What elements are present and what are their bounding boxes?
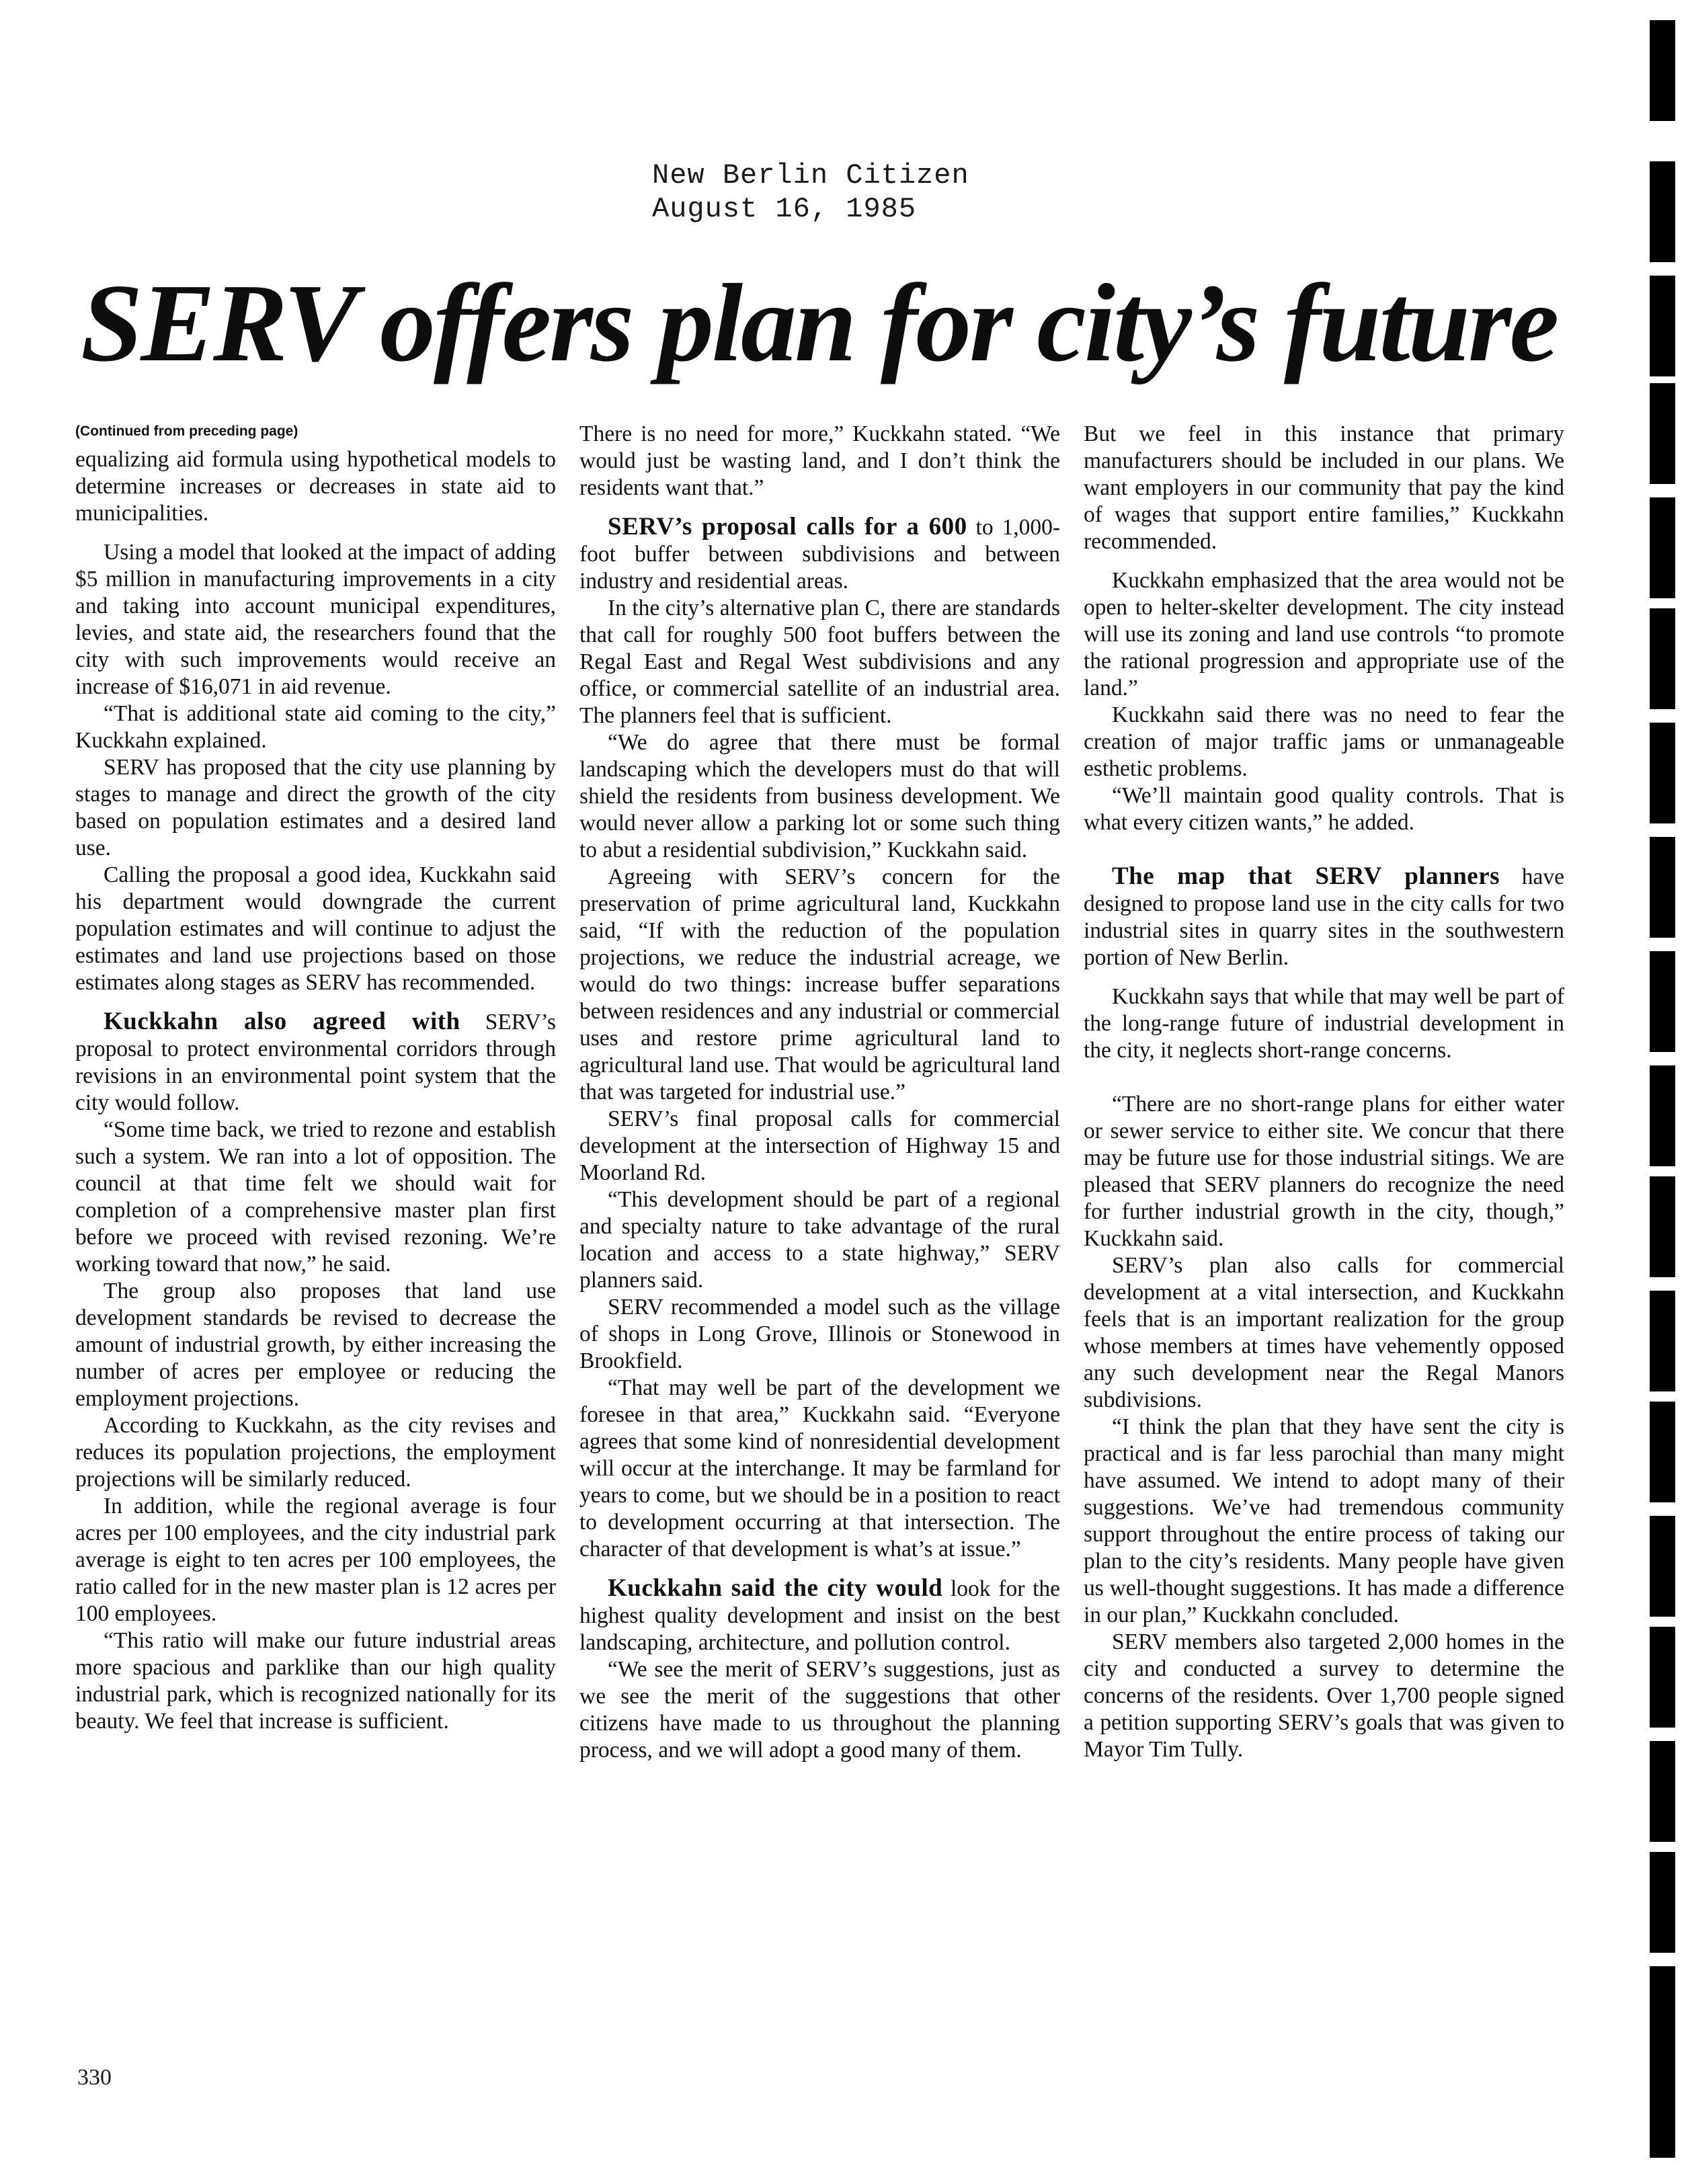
registration-mark — [1650, 951, 1675, 1052]
paragraph-lead: The map that SERV planners — [1112, 862, 1500, 890]
paragraph: But we feel in this instance that primary manufacturers should be included in our plans. We want employers in our community that pay the kind of wages that support entire families,” Kuckkahn recommended. — [1084, 421, 1564, 554]
paragraph: SERV’s final proposal calls for commercial development at the intersection of Highway 15 and Moorland Rd. — [579, 1106, 1060, 1185]
registration-mark — [1650, 161, 1675, 262]
paragraph-lead: Kuckkahn also agreed with — [104, 1008, 460, 1035]
registration-mark — [1650, 1966, 1675, 2067]
paragraph: “There are no short-range plans for either water or sewer service to either site. We concur that there may be future use for those industrial sitings. We are pleased that SERV planners do recognize the need for further industrial growth in the city, though,” Kuckkahn said. — [1084, 1092, 1564, 1251]
paragraph-with-lead: Kuckkahn said the city would look for the highest quality development and insist on the best landscaping, architecture, and pollution control. — [579, 1574, 1061, 1655]
paragraph-lead: SERV’s proposal calls for a 600 — [608, 513, 967, 540]
paragraph: “We’ll maintain good quality controls. That is what every citizen wants,” he added. — [1084, 783, 1564, 835]
registration-mark — [1650, 1516, 1675, 1617]
registration-mark — [1650, 1627, 1675, 1728]
registration-mark — [1650, 1741, 1675, 1842]
publication-name: New Berlin Citizen — [652, 159, 969, 192]
scan-registration-marks — [1650, 0, 1677, 2184]
registration-mark — [1650, 20, 1675, 121]
paragraph-lead: Kuckkahn said the city would — [608, 1574, 943, 1602]
publication-date: August 16, 1985 — [652, 193, 917, 225]
paragraph: “I think the plan that they have sent the city is practical and is far less parochial than many might have assumed. We intend to adopt many of their suggestions. We’ve had tremendous community support throughout the entire process of taking our plan to the city’s residents. Many people have given us well-thought suggestions. It has made a difference in our plan,” Kuckkahn concluded. — [1084, 1414, 1564, 1627]
registration-mark — [1650, 1291, 1675, 1391]
registration-mark — [1650, 837, 1675, 938]
registration-mark — [1650, 1852, 1675, 1953]
registration-mark — [1650, 1065, 1675, 1166]
paragraph: SERV recommended a model such as the village of shops in Long Grove, Illinois or Stonewood in Brookfield. — [579, 1295, 1060, 1373]
paragraph-with-lead: The map that SERV planners have designed to propose land use in the city calls for two industrial sites in quarry sites in the southwestern portion of New Berlin. — [1084, 862, 1564, 970]
paragraph: “We see the merit of SERV’s suggestions, just as we see the merit of the suggestions that other citizens have made to us throughout the planning process, and we will adopt a good many of them. — [579, 1657, 1060, 1763]
paragraph-with-lead: Kuckkahn also agreed with SERV’s proposal to protect environmental corridors through revisions in an environmental point system that the city would follow. — [75, 1008, 556, 1115]
article-column-3 — [1084, 421, 1564, 1763]
registration-mark — [1650, 1176, 1675, 1277]
paragraph: “We do agree that there must be formal landscaping which the developers must do that will shield the residents from business development. We would never allow a parking lot or some such thing to abut a residential subdivision,” Kuckkahn said. — [579, 730, 1060, 862]
paragraph: equalizing aid formula using hypothetical models to determine increases or decreases in state aid to municipalities. — [75, 447, 556, 526]
article-column-2 — [579, 421, 1060, 1764]
registration-mark — [1650, 1402, 1675, 1502]
paragraph: Kuckkahn emphasized that the area would not be open to helter-skelter development. The city instead will use its zoning and land use controls “to promote the rational progression and appropriate use of the land.” — [1084, 568, 1564, 700]
registration-mark — [1650, 608, 1675, 709]
paragraph: “That is additional state aid coming to the city,” Kuckkahn explained. — [75, 701, 556, 753]
paragraph: In the city’s alternative plan C, there are standards that call for roughly 500 foot buffers between the Regal East and Regal West subdivisions and any office, or commercial satellite of an industrial area. The planners feel that is sufficient. — [579, 596, 1060, 728]
paragraph: SERV has proposed that the city use planning by stages to manage and direct the growth of the city based on population estimates and a desired land use. — [75, 755, 556, 860]
registration-mark — [1650, 723, 1675, 823]
paragraph: Using a model that looked at the impact of adding $5 million in manufacturing improvements in a city and taking into account municipal expenditures, levies, and state aid, the researchers found that the city with such improvements would receive an increase of $16,071 in aid revenue. — [75, 540, 556, 699]
article-column-1 — [75, 421, 556, 1735]
paragraph: Kuckkahn says that while that may well be part of the long-range future of industrial development in the city, it neglects short-range concerns. — [1084, 984, 1564, 1063]
paragraph: SERV members also targeted 2,000 homes in the city and conducted a survey to determine the concerns of the residents. Over 1,700 people signed a petition supporting SERV’s goals that was given to Mayor Tim Tully. — [1084, 1629, 1564, 1762]
paragraph: The group also proposes that land use development standards be revised to decrease the amount of industrial growth, by either increasing the number of acres per employee or reducing the employment projections. — [75, 1279, 556, 1411]
paragraph: According to Kuckkahn, as the city revises and reduces its population projections, the employment projections will be similarly reduced. — [75, 1413, 556, 1492]
paragraph: “This ratio will make our future industrial areas more spacious and parklike than our high quality industrial park, which is recognized nationally for its beauty. We feel that increase is sufficient. — [75, 1628, 556, 1734]
registration-mark — [1650, 276, 1675, 376]
registration-mark — [1650, 497, 1675, 598]
continued-note: (Continued from preceding page) — [75, 423, 298, 439]
headline: SERV offers plan for city’s future — [81, 261, 1558, 385]
paragraph: Kuckkahn said there was no need to fear the creation of major traffic jams or unmanageable esthetic problems. — [1084, 702, 1564, 781]
paragraph: “Some time back, we tried to rezone and establish such a system. We ran into a lot of opposition. The council at that time felt we should wait for completion of a comprehensive master plan first before we proceed with revised rezoning. We’re working toward that now,” he said. — [75, 1117, 556, 1277]
registration-mark — [1650, 383, 1675, 484]
dateline — [652, 159, 969, 226]
paragraph: “That may well be part of the development we foresee in that area,” Kuckkahn said. “Everyone agrees that some kind of nonresidential development will occur at the interchange. It may be farmland for years to come, but we should be in a position to react to development occurring at that intersection. The character of that development is what’s at issue.” — [579, 1375, 1060, 1562]
page-number: 330 — [77, 2065, 112, 2090]
paragraph: There is no need for more,” Kuckkahn stated. “We would just be wasting land, and I don’t think the residents want that.” — [579, 421, 1060, 500]
paragraph: In addition, while the regional average is four acres per 100 employees, and the city industrial park average is eight to ten acres per 100 employees, the ratio called for in the new master plan is 12 acres per 100 employees. — [75, 1494, 556, 1626]
registration-mark — [1650, 2057, 1675, 2158]
paragraph: Agreeing with SERV’s concern for the preservation of prime agricultural land, Kuckkahn said, “If with the reduction of the population projections, we reduce the industrial acreage, we would do two things: increase buffer separations between residences and any industrial or commercial uses and restore prime agricultural land to agricultural land use. That would be agricultural land that was targeted for industrial use.” — [579, 864, 1060, 1104]
paragraph: “This development should be part of a regional and specialty nature to take advantage of the rural location and access to a state highway,” SERV planners said. — [579, 1187, 1060, 1293]
paragraph: SERV’s plan also calls for commercial development at a vital intersection, and Kuckkahn feels that is an important realization for the group whose members at times have vehemently opposed any such development near the Regal Manors subdivisions. — [1084, 1253, 1564, 1412]
paragraph: Calling the proposal a good idea, Kuckkahn said his department would downgrade the current population estimates and will continue to adjust the estimates and land use projections based on those estimates along stages as SERV has recommended. — [75, 862, 556, 995]
paragraph-with-lead: SERV’s proposal calls for a 600 to 1,000-foot buffer between subdivisions and between industry and residential areas. — [579, 513, 1060, 594]
